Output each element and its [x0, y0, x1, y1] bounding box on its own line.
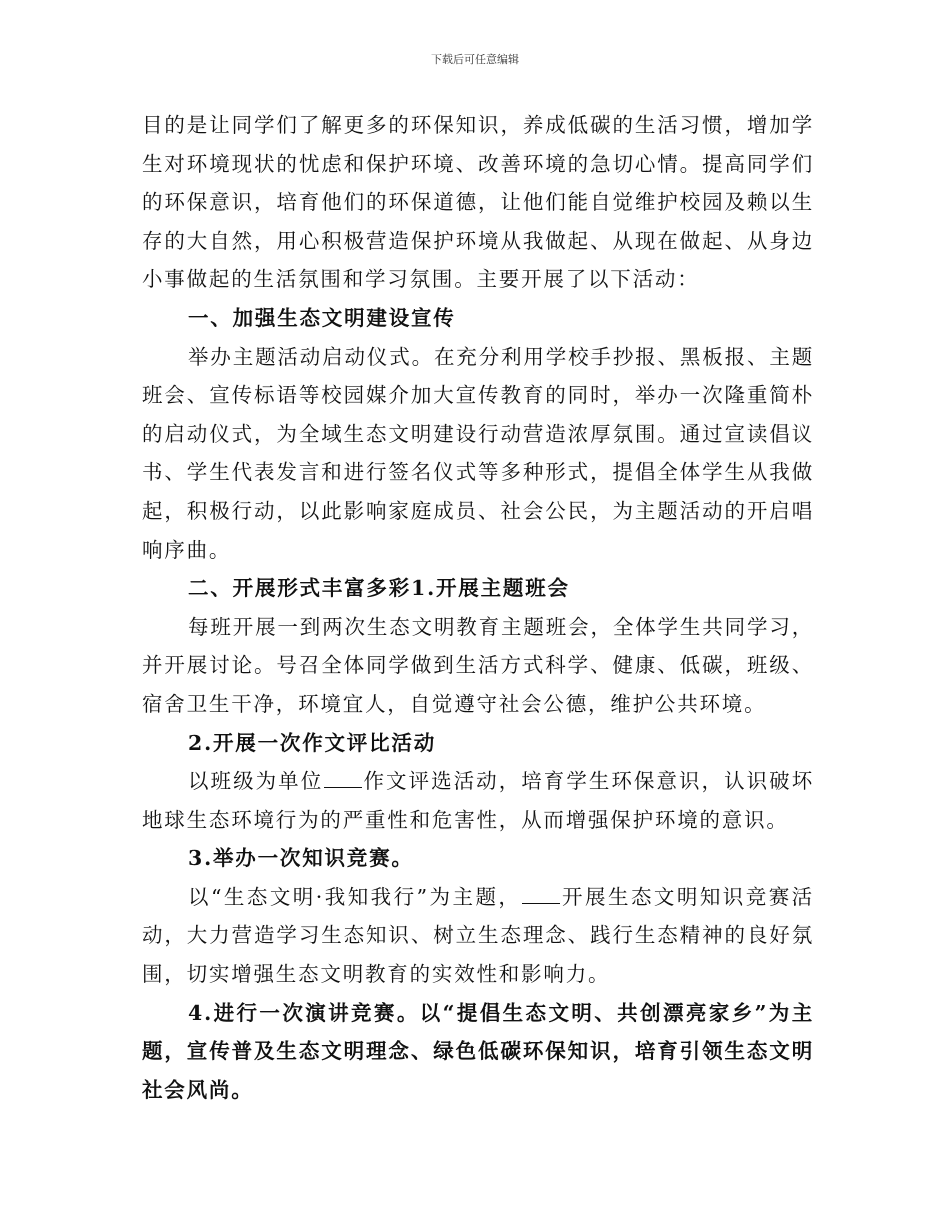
blank-line [324, 786, 362, 788]
essay-text-after: 作文评选活动，培育学生环保意识，认识破坏地球生态环境行为的严重性和危害性，从而增强保护环境的意识。 [142, 769, 814, 832]
quiz-text-before: 以“生态文明·我知我行”为主题， [188, 884, 522, 909]
speech-paragraph: 4.进行一次演讲竞赛。以“提倡生态文明、共创漂亮家乡”为主题，宣传普及生态文明理念、绿色低碳环保知识，培育引领生态文明社会风尚。 [142, 1000, 814, 1102]
intro-paragraph: 目的是让同学们了解更多的环保知识，养成低碳的生活习惯，增加学生对环境现状的忧虑和保护环境、改善环境的急切心情。提高同学们的环保意识，培育他们的环保道德，让他们能自觉维护校园及赖以生存的大自然，用心积极营造保护环境从我做起、从现在做起、从身边小事做起的生活氛围和学习氛围。主要开展了以下活动： [142, 113, 814, 292]
section-heading-1: 一、加强生态文明建设宣传 [188, 305, 456, 330]
essay-heading: 2.开展一次作文评比活动 [188, 730, 437, 755]
blank-line [522, 902, 560, 904]
quiz-paragraph [142, 878, 814, 994]
class-meeting-paragraph: 每班开展一到两次生态文明教育主题班会，全体学生共同学习，并开展讨论。号召全体同学做到生活方式科学、健康、低碳，班级、宿舍卫生干净，环境宜人，自觉遵守社会公德，维护公共环境。 [142, 614, 814, 716]
essay-text-before: 以班级为单位 [188, 769, 324, 794]
section-heading-2: 二、开展形式丰富多彩1.开展主题班会 [188, 576, 570, 601]
quiz-heading: 3.举办一次知识竞赛。 [188, 846, 414, 871]
essay-paragraph [142, 762, 814, 839]
document-body [142, 106, 814, 1109]
page-header: 下载后可任意编辑 [431, 53, 519, 66]
section-1-paragraph: 举办主题活动启动仪式。在充分利用学校手抄报、黑板报、主题班会、宣传标语等校园媒介加大宣传教育的同时，举办一次隆重简朴的启动仪式，为全域生态文明建设行动营造浓厚氛围。通过宣读倡议书、学生代表发言和进行签名仪式等多种形式，提倡全体学生从我做起，积极行动，以此影响家庭成员、社会公民，为主题活动的开启唱响序曲。 [142, 344, 814, 562]
quiz-text-after: 开展生态文明知识竞赛活动，大力营造学习生态知识、树立生态理念、践行生态精神的良好氛围，切实增强生态文明教育的实效性和影响力。 [142, 884, 814, 987]
